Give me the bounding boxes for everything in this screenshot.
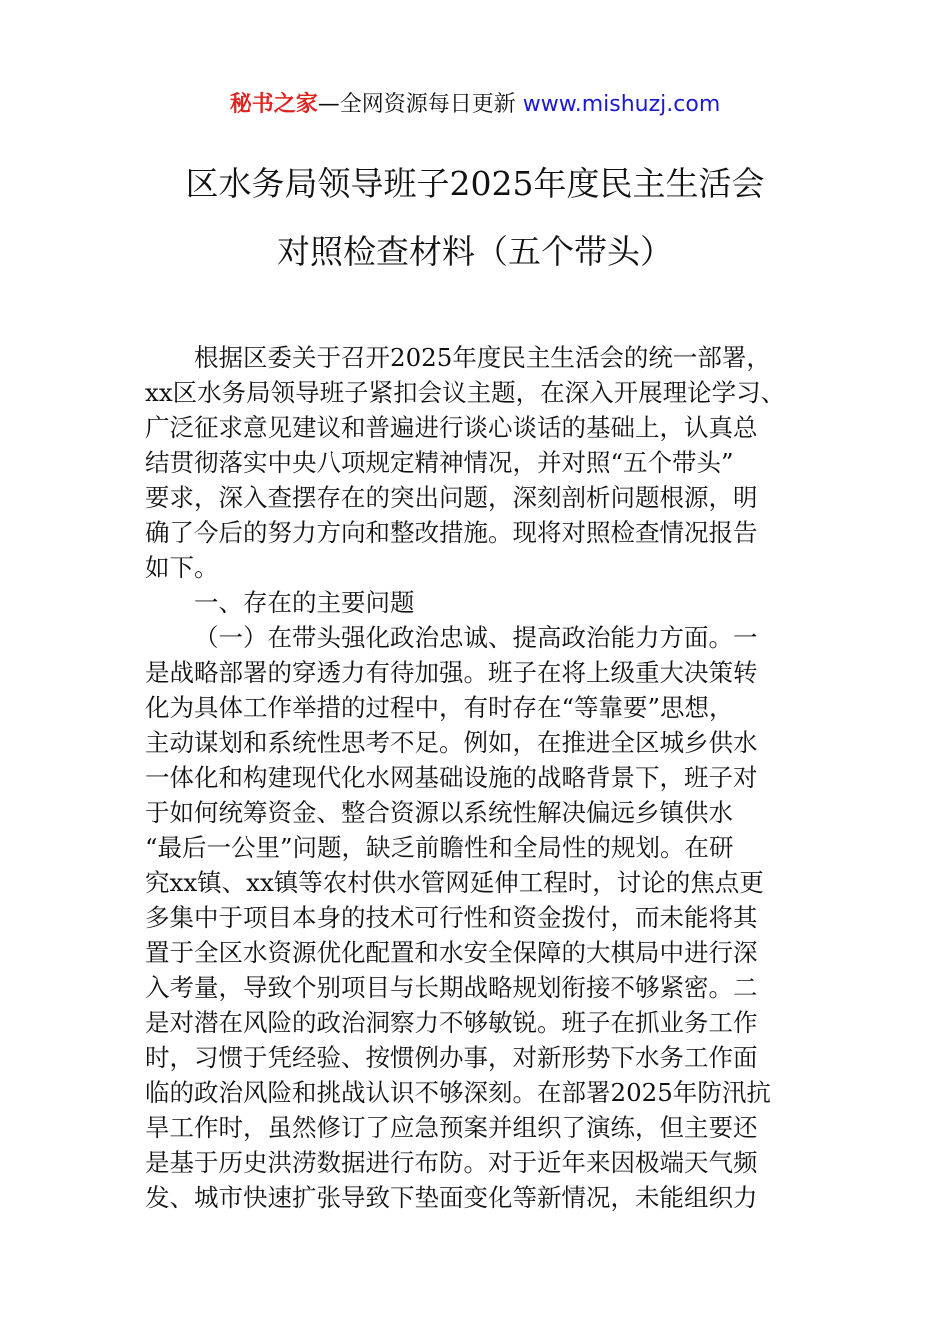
document-title-line-2: 对照检查材料（五个带头）	[277, 232, 673, 271]
body-line: 结贯彻落实中央八项规定精神情况，并对照“五个带头”	[145, 448, 734, 477]
site-slogan: —全网资源每日更新	[317, 92, 523, 117]
section-heading: 一、存在的主要问题	[194, 588, 415, 617]
site-brand: 秘书之家	[229, 92, 318, 117]
body-line: 发、城市快速扩张导致下垫面变化等新情况，未能组织力	[145, 1183, 758, 1212]
body-line: （一）在带头强化政治忠诚、提高政治能力方面。一	[194, 623, 758, 652]
body-line: 是基于历史洪涝数据进行布防。对于近年来因极端天气频	[145, 1148, 758, 1177]
document-title-line-1: 区水务局领导班子2025年度民主生活会	[185, 164, 765, 203]
body-line: 多集中于项目本身的技术可行性和资金拨付，而未能将其	[145, 903, 758, 932]
body-line: 是战略部署的穿透力有待加强。班子在将上级重大决策转	[145, 658, 758, 687]
body-line: “最后一公里”问题，缺乏前瞻性和全局性的规划。在研	[145, 833, 734, 862]
site-url[interactable]: www.mishuzj.com	[522, 92, 721, 117]
body-line: 如下。	[145, 553, 219, 582]
body-line: 根据区委关于召开2025年度民主生活会的统一部署，	[194, 343, 771, 372]
body-line: 究xx镇、xx镇等农村供水管网延伸工程时，讨论的焦点更	[145, 868, 764, 897]
body-line: 时，习惯于凭经验、按惯例办事，对新形势下水务工作面	[145, 1043, 758, 1072]
site-header	[0, 88, 950, 122]
body-line: xx区水务局领导班子紧扣会议主题，在深入开展理论学习、	[145, 378, 786, 407]
document-body	[145, 340, 807, 1215]
body-line: 是对潜在风险的政治洞察力不够敏锐。班子在抓业务工作	[145, 1008, 758, 1037]
body-line: 置于全区水资源优化配置和水安全保障的大棋局中进行深	[145, 938, 758, 967]
body-line: 确了今后的努力方向和整改措施。现将对照检查情况报告	[145, 518, 758, 547]
body-line: 于如何统筹资金、整合资源以系统性解决偏远乡镇供水	[145, 798, 733, 827]
body-line: 广泛征求意见建议和普遍进行谈心谈话的基础上，认真总	[145, 413, 758, 442]
body-line: 临的政治风险和挑战认识不够深刻。在部署2025年防汛抗	[145, 1078, 771, 1107]
body-line: 一体化和构建现代化水网基础设施的战略背景下，班子对	[145, 763, 758, 792]
body-line: 入考量，导致个别项目与长期战略规划衔接不够紧密。二	[145, 973, 758, 1002]
body-line: 化为具体工作举措的过程中，有时存在“等靠要”思想，	[145, 693, 734, 722]
body-line: 主动谋划和系统性思考不足。例如，在推进全区城乡供水	[145, 728, 758, 757]
body-line: 旱工作时，虽然修订了应急预案并组织了演练，但主要还	[145, 1113, 758, 1142]
body-line: 要求，深入查摆存在的突出问题，深刻剖析问题根源，明	[145, 483, 758, 512]
